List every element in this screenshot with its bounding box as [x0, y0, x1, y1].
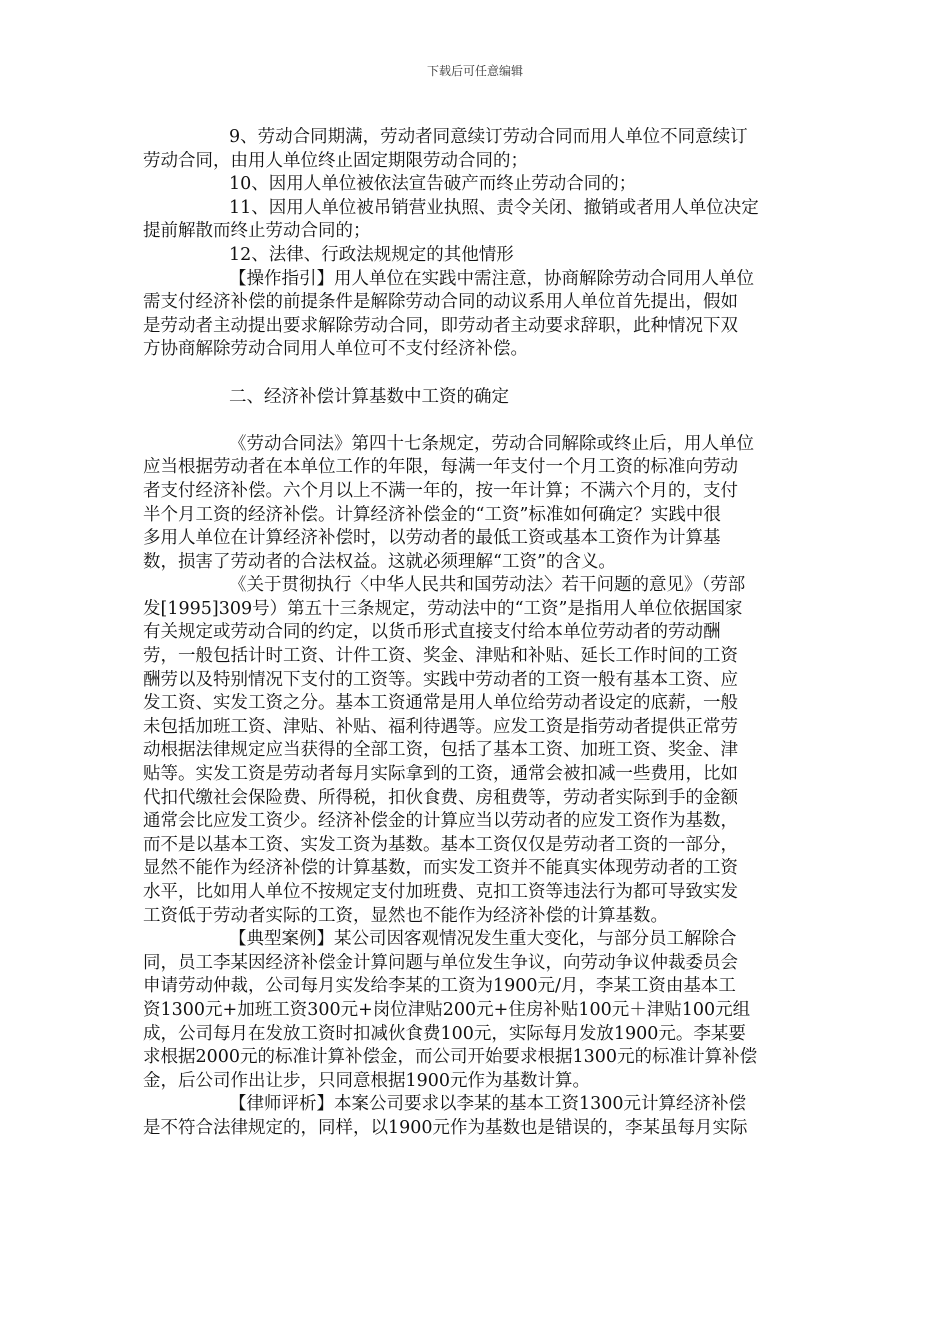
- typical-case-line-4: 资1300元+加班工资300元+岗位津贴200元+住房补贴100元＋津贴100元组: [143, 999, 751, 1020]
- opinion-article-53-line-13: 显然不能作为经济补偿的计算基数，而实发工资并不能真实体现劳动者的工资: [143, 858, 738, 879]
- typical-case-line-6: 求根据2000元的标准计算补偿金，而公司开始要求根据1300元的标准计算补偿: [143, 1047, 758, 1068]
- opinion-article-53-line-7: 未包括加班工资、津贴、补贴、福利待遇等。应发工资是指劳动者提供正常劳: [143, 716, 738, 737]
- page-header: 下载后可任意编辑: [426, 64, 523, 78]
- clause-9-line-2: 劳动合同，由用人单位终止固定期限劳动合同的；: [143, 150, 528, 171]
- operation-guide-line-4: 方协商解除劳动合同用人单位可不支付经济补偿。: [143, 339, 528, 360]
- opinion-article-53-line-15: 工资低于劳动者实际的工资，显然也不能作为经济补偿的计算基数。: [143, 905, 668, 926]
- lawyer-commentary-line-2: 是不符合法律规定的，同样，以1900元作为基数也是错误的，李某虽每月实际: [143, 1117, 748, 1138]
- typical-case-line-1: 【典型案例】某公司因客观情况发生重大变化，与部分员工解除合: [229, 929, 737, 950]
- law-article-47-line-2: 应当根据劳动者在本单位工作的年限，每满一年支付一个月工资的标准向劳动: [143, 457, 738, 478]
- opinion-article-53-line-2: 发[1995]309号）第五十三条规定，劳动法中的“工资”是指用人单位依据国家: [143, 598, 743, 619]
- paragraph-gap: [143, 362, 805, 386]
- opinion-article-53-line-11: 通常会比应发工资少。经济补偿金的计算应当以劳动者的应发工资作为基数，: [143, 811, 738, 832]
- opinion-article-53-line-12: 而不是以基本工资、实发工资为基数。基本工资仅仅是劳动者工资的一部分，: [143, 834, 738, 855]
- opinion-article-53-line-4: 劳，一般包括计时工资、计件工资、奖金、津贴和补贴、延长工作时间的工资: [143, 646, 738, 667]
- law-article-47-line-3: 者支付经济补偿。六个月以上不满一年的，按一年计算；不满六个月的，支付: [143, 480, 738, 501]
- opinion-article-53-line-10: 代扣代缴社会保险费、所得税，扣伙食费、房租费等，劳动者实际到手的金额: [143, 787, 738, 808]
- opinion-article-53-line-8: 动根据法律规定应当获得的全部工资，包括了基本工资、加班工资、奖金、津: [143, 740, 738, 761]
- opinion-article-53-line-3: 有关规定或劳动合同的约定，以货币形式直接支付给本单位劳动者的劳动酬: [143, 622, 721, 643]
- paragraph-gap: [143, 409, 805, 433]
- section-heading: 二、经济补偿计算基数中工资的确定: [229, 386, 509, 407]
- clause-10-line-1: 10、因用人单位被依法宣告破产而终止劳动合同的；: [229, 174, 637, 195]
- opinion-article-53-line-1: 《关于贯彻执行〈中华人民共和国劳动法〉若干问题的意见》（劳部: [229, 575, 746, 596]
- law-article-47-line-6: 数，损害了劳动者的合法权益。这就必须理解“工资”的含义。: [143, 551, 616, 572]
- opinion-article-53-line-9: 贴等。实发工资是劳动者每月实际拿到的工资，通常会被扣减一些费用，比如: [143, 764, 738, 785]
- operation-guide-line-1: 【操作指引】用人单位在实践中需注意，协商解除劳动合同用人单位: [229, 268, 754, 289]
- clause-11-line-2: 提前解散而终止劳动合同的；: [143, 221, 371, 242]
- typical-case-line-7: 金，后公司作出让步，只同意根据1900元作为基数计算。: [143, 1070, 591, 1091]
- opinion-article-53-line-14: 水平，比如用人单位不按规定支付加班费、克扣工资等违法行为都可导致实发: [143, 882, 738, 902]
- law-article-47-line-4: 半个月工资的经济补偿。计算经济补偿金的“工资”标准如何确定？实践中很: [143, 504, 721, 525]
- document-body: [143, 126, 805, 1141]
- operation-guide-line-3: 是劳动者主动提出要求解除劳动合同，即劳动者主动要求辞职，此种情况下双: [143, 315, 738, 336]
- operation-guide-line-2: 需支付经济补偿的前提条件是解除劳动合同的动议系用人单位首先提出，假如: [143, 292, 738, 313]
- lawyer-commentary-line-1: 【律师评析】本案公司要求以李某的基本工资1300元计算经济补偿: [229, 1094, 747, 1115]
- clause-9-line-1: 9、劳动合同期满，劳动者同意续订劳动合同而用人单位不同意续订: [229, 127, 748, 147]
- law-article-47-line-5: 多用人单位在计算经济补偿时，以劳动者的最低工资或基本工资作为计算基: [143, 528, 721, 549]
- typical-case-line-3: 申请劳动仲裁，公司每月实发给李某的工资为1900元/月，李某工资由基本工: [143, 976, 736, 997]
- law-article-47-line-1: 《劳动合同法》第四十七条规定，劳动合同解除或终止后，用人单位: [229, 433, 754, 454]
- clause-12-line-1: 12、法律、行政法规规定的其他情形: [229, 244, 514, 265]
- opinion-article-53-line-6: 发工资、实发工资之分。基本工资通常是用人单位给劳动者设定的底薪，一般: [143, 693, 738, 714]
- typical-case-line-2: 同，员工李某因经济补偿金计算问题与单位发生争议，向劳动争议仲裁委员会: [143, 952, 738, 973]
- opinion-article-53-line-5: 酬劳以及特别情况下支付的工资等。实践中劳动者的工资一般有基本工资、应: [143, 669, 738, 690]
- clause-11-line-1: 11、因用人单位被吊销营业执照、责令关闭、撤销或者用人单位决定: [229, 197, 759, 218]
- typical-case-line-5: 成，公司每月在发放工资时扣减伙食费100元，实际每月发放1900元。李某要: [143, 1023, 746, 1044]
